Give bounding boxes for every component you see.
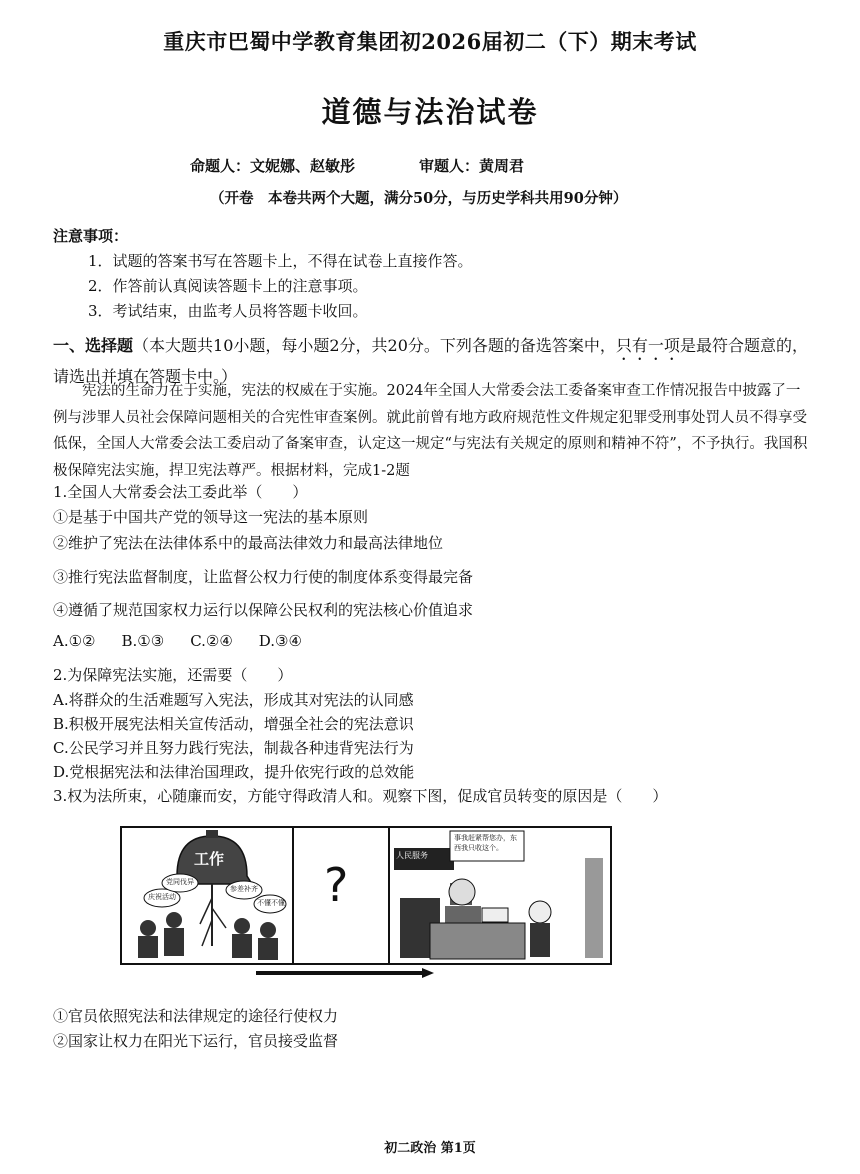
- subject-title: 道德与法治试卷: [321, 95, 539, 129]
- notice-item: 3．考试结束，由监考人员将答题卡收回。: [88, 302, 368, 320]
- exam-info: （开卷 本卷共两个大题，满分50分，与历史学科共用90分钟）: [210, 190, 628, 207]
- emphasis-text: 只有一项: [615, 336, 680, 355]
- material-paragraph: 宪法的生命力在于实施，宪法的权威在于实施。2024年全国人大常委会法工委备案审查工作情况报告中披露了一例与涉罪人员社会保障问题相关的合宪性审查案例。就此前曾有地方政府规范性文件规定犯罪受刑事处罚人员不得享受低保，全国人大常委会法工委启动了备案审查，认定这一规定“与宪法有关规定的原则和精神不符”，不予执行。我国积极保障宪法实施，捍卫宪法尊严。根据材料，完成1-2题: [53, 383, 808, 479]
- section-instructions: （本大题共10小题，每小题2分，共20分。下列各题的备选答案中，: [133, 336, 616, 355]
- setter: 命题人：文妮娜、赵敏彤: [190, 157, 356, 175]
- q1-statement: ④遵循了规范国家权力运行以保障公民权利的宪法核心价值追求: [53, 601, 474, 619]
- bubble-label: 党同伐异: [166, 878, 194, 886]
- q2-option: D.党根据宪法和法律治国理政，提升依宪行政的总效能: [53, 763, 415, 781]
- question-2-stem: 2.为保障宪法实施，还需要（ ）: [53, 666, 293, 684]
- notice-heading: 注意事项：: [53, 227, 129, 245]
- option-c: C.②④: [190, 632, 233, 650]
- cartoon-panel-before: [122, 828, 294, 963]
- cartoon-panel-question: [292, 828, 390, 963]
- notice-item: 2．作答前认真阅读答题卡上的注意事项。: [88, 277, 368, 295]
- q1-statement: ③推行宪法监督制度，让监督公权力行使的制度体系变得最完备: [53, 568, 474, 586]
- exam-title: 重庆市巴蜀中学教育集团初2026届初二（下）期末考试: [163, 29, 697, 54]
- question-mark: ?: [324, 858, 349, 912]
- option-a: A.①②: [53, 632, 96, 650]
- q3-statement: ②国家让权力在阳光下运行，官员接受监督: [53, 1032, 339, 1050]
- cartoon-figure: [120, 826, 612, 965]
- authors-line: [190, 155, 524, 176]
- page-footer: 初二政治 第1页: [384, 1141, 476, 1156]
- section-label: 一、选择题: [53, 336, 134, 355]
- speech-bubble: 事我赶紧帮您办，东西我只收这个。: [454, 834, 517, 852]
- q2-option: A.将群众的生活难题写入宪法，形成其对宪法的认同感: [53, 691, 414, 709]
- q2-option: C.公民学习并且努力践行宪法，制裁各种违背宪法行为: [53, 739, 414, 757]
- bubble-label: 庆祝活动: [148, 893, 176, 901]
- option-b: B.①③: [121, 632, 165, 650]
- section-instructions-end: 是最符合题意的，请选出并填在答题卡中。）: [53, 336, 808, 386]
- q3-statement: ①官员依照宪法和法律规定的途径行使权力: [53, 1007, 339, 1025]
- notice-item: 1．试题的答案书写在答题卡上，不得在试卷上直接作答。: [88, 252, 473, 270]
- q1-statement: ②维护了宪法在法律体系中的最高法律效力和最高法律地位: [53, 534, 444, 552]
- q1-options: [53, 632, 328, 650]
- office-sign: 人民服务: [396, 851, 428, 860]
- bell-label: 工作: [194, 850, 225, 868]
- question-1-stem: 1.全国人大常委会法工委此举（ ）: [53, 483, 308, 501]
- reviewer: 审题人：黄周君: [419, 157, 525, 175]
- cartoon-panel-after: [390, 828, 610, 963]
- q1-statement: ①是基于中国共产党的领导这一宪法的基本原则: [53, 508, 369, 526]
- arrow-icon: [256, 968, 434, 978]
- bubble-label: 参差补齐: [230, 885, 258, 893]
- option-d: D.③④: [258, 632, 302, 650]
- bubble-label: 不懂不懂: [257, 899, 285, 907]
- question-3-stem: 3.权为法所束，心随廉而安，方能守得政清人和。观察下图，促成官员转变的原因是（ ）: [53, 787, 668, 805]
- q2-option: B.积极开展宪法相关宣传活动，增强全社会的宪法意识: [53, 715, 414, 733]
